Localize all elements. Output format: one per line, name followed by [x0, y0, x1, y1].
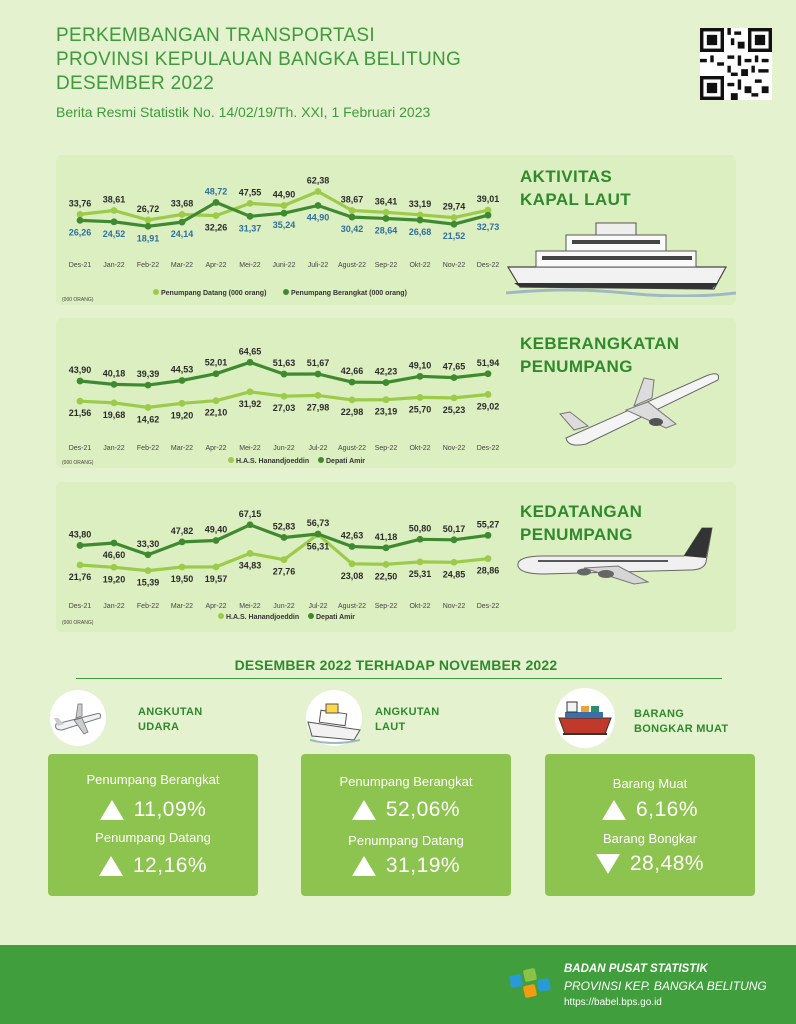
data-label: 48,72 [204, 186, 228, 197]
data-label: 35,24 [272, 220, 296, 231]
data-label: 22,98 [340, 406, 364, 417]
legend-label: H.A.S. Hanandjoeddin [236, 458, 310, 465]
legend-swatch [228, 457, 234, 463]
data-label: 27,98 [306, 402, 330, 413]
legend-swatch [283, 289, 289, 295]
x-tick-label: Jul-22 [308, 603, 328, 610]
data-label: 24,85 [442, 569, 466, 580]
cargo-ship-icon [555, 688, 615, 748]
data-label: 26,72 [136, 204, 160, 215]
data-point [349, 397, 356, 404]
panel-title-kedatangan: KEDATANGAN PENUMPANG [520, 502, 643, 544]
data-label: 25,23 [442, 404, 466, 415]
legend-label: H.A.S. Hanandjoeddin [226, 614, 300, 621]
footer-url[interactable]: https://babel.bps.go.id [564, 997, 662, 1008]
increase-arrow-icon [352, 856, 376, 876]
x-tick-label: Juni-22 [272, 262, 296, 269]
unit-label: (000 ORANG) [62, 620, 94, 626]
x-tick-label: Feb-22 [136, 445, 160, 452]
data-point [213, 537, 220, 544]
card-row-value-row [48, 798, 258, 822]
qr-code-icon[interactable] [700, 28, 772, 100]
card-row-value: 11,09% [133, 798, 207, 821]
data-label: 47,65 [442, 361, 466, 372]
data-point [179, 377, 186, 384]
x-tick-label: Nov-22 [442, 445, 466, 452]
x-tick-label: Juli-22 [307, 262, 329, 269]
decrease-arrow-icon [596, 854, 620, 874]
legend-label: Depati Amir [326, 458, 366, 465]
data-point [77, 398, 84, 405]
data-label: 29,74 [442, 201, 466, 212]
x-tick-label: Sep-22 [374, 262, 398, 269]
sea-transport-label: ANGKUTAN LAUT [375, 706, 440, 733]
data-point [77, 211, 84, 218]
card-row-value: 12,16% [132, 854, 208, 877]
data-point [485, 391, 492, 398]
x-tick-label: Des-22 [476, 445, 500, 452]
data-point [213, 397, 220, 404]
data-label: 49,10 [408, 360, 432, 371]
footer [0, 945, 796, 1024]
data-label: 42,66 [340, 366, 364, 377]
data-point [349, 214, 356, 221]
data-label: 21,52 [442, 231, 466, 242]
x-tick-label: Des-22 [476, 603, 500, 610]
card-row-value-row [545, 798, 755, 822]
data-label: 44,53 [170, 364, 194, 375]
air-transport-icon-circle [50, 690, 106, 746]
legend-swatch [318, 457, 324, 463]
data-label: 25,70 [408, 404, 432, 415]
footer-agency: BADAN PUSAT STATISTIK [564, 963, 708, 975]
departing-airplane-icon [556, 366, 731, 446]
data-label: 51,67 [306, 358, 330, 369]
data-point [247, 213, 254, 220]
card-row-value-row [48, 854, 258, 878]
data-label: 52,01 [204, 357, 228, 368]
data-point [383, 544, 390, 551]
data-label: 31,37 [238, 223, 262, 234]
data-point [77, 217, 84, 224]
data-label: 51,63 [272, 358, 296, 369]
data-label: 34,83 [238, 560, 262, 571]
ship-icon [306, 690, 362, 746]
data-label: 33,19 [408, 198, 432, 209]
card-row-label: Barang Bongkar [603, 831, 697, 846]
x-tick-label: Agust-22 [337, 445, 367, 452]
cargo-label: BARANG BONGKAR MUAT [634, 708, 729, 735]
data-point [383, 379, 390, 386]
data-label: 44,90 [306, 212, 330, 223]
data-label: 29,02 [476, 401, 500, 412]
card-row-value: 28,48% [629, 852, 705, 875]
data-label: 25,31 [408, 568, 432, 579]
data-label: 42,63 [340, 530, 364, 541]
sea-transport-icon-circle [306, 690, 362, 746]
chart-panel-keberangkatan [56, 318, 736, 468]
data-label: 47,82 [170, 525, 194, 536]
data-point [111, 540, 118, 547]
x-tick-label: Mar-22 [170, 603, 194, 610]
data-point [383, 215, 390, 222]
airplane-icon [50, 690, 106, 746]
unit-label: (000 ORANG) [62, 297, 94, 303]
data-label: 24,14 [170, 229, 194, 240]
data-point [281, 556, 288, 563]
data-point [111, 399, 118, 406]
data-label: 19,50 [170, 574, 194, 585]
data-point [111, 381, 118, 388]
data-label: 19,20 [170, 410, 194, 421]
data-point [247, 521, 254, 528]
data-point [349, 379, 356, 386]
legend-swatch [308, 613, 314, 619]
x-tick-label: Mei-22 [239, 262, 261, 269]
chart-kedatangan [56, 482, 506, 632]
data-label: 44,90 [272, 189, 296, 200]
data-point [315, 531, 322, 538]
data-label: 55,27 [476, 519, 500, 530]
data-label: 24,52 [102, 228, 126, 239]
card-row-value-row [301, 798, 511, 822]
data-point [247, 550, 254, 557]
data-label: 22,50 [374, 571, 398, 582]
x-tick-label: Okt-22 [409, 445, 431, 452]
data-label: 40,18 [102, 368, 126, 379]
data-point [111, 564, 118, 571]
data-label: 38,67 [340, 194, 364, 205]
data-label: 62,38 [306, 175, 330, 186]
card-row-value-row [301, 854, 511, 878]
data-label: 18,91 [136, 233, 160, 244]
data-label: 43,90 [68, 365, 92, 376]
card-row-label: Penumpang Datang [348, 833, 464, 848]
data-point [451, 559, 458, 566]
x-tick-label: Apr-22 [205, 445, 227, 452]
card-row-label: Penumpang Berangkat [86, 772, 220, 787]
data-label: 27,03 [272, 403, 296, 414]
ferry-ship-icon [506, 217, 736, 297]
data-point [247, 359, 254, 366]
data-point [451, 394, 458, 401]
legend-label: Penumpang Datang (000 orang) [161, 290, 267, 297]
chart-panel-kapal-laut [56, 155, 736, 305]
card-angkutan-udara [48, 754, 258, 896]
data-point [383, 209, 390, 216]
data-point [349, 560, 356, 567]
data-point [315, 371, 322, 378]
increase-arrow-icon [100, 800, 124, 820]
data-label: 19,20 [102, 574, 126, 585]
data-point [315, 188, 322, 195]
data-label: 33,68 [170, 198, 194, 209]
data-point [281, 534, 288, 541]
data-point [383, 561, 390, 568]
data-point [485, 212, 492, 219]
data-point [179, 538, 186, 545]
data-label: 38,61 [102, 194, 126, 205]
cargo-icon-circle [555, 688, 615, 748]
data-label: 31,92 [238, 398, 262, 409]
data-point [349, 207, 356, 214]
data-label: 52,83 [272, 521, 296, 532]
footer-province: PROVINSI KEP. BANGKA BELITUNG [564, 979, 767, 993]
data-point [247, 388, 254, 395]
bps-logo-icon [506, 961, 554, 1009]
data-label: 21,76 [68, 572, 92, 583]
data-label: 32,73 [476, 222, 500, 233]
card-barang-bongkar-muat [545, 754, 755, 896]
data-label: 19,68 [102, 409, 126, 420]
x-tick-label: Mei-22 [239, 603, 261, 610]
card-row-label: Penumpang Datang [95, 830, 211, 845]
card-row-value: 52,06% [385, 798, 461, 821]
data-point [179, 564, 186, 571]
panel-title-keberangkatan: KEBERANGKATAN PENUMPANG [520, 334, 680, 376]
data-label: 21,56 [68, 408, 92, 419]
card-row-value: 31,19% [385, 854, 461, 877]
data-label: 32,26 [204, 222, 228, 233]
data-label: 64,65 [238, 346, 262, 357]
x-tick-label: Des-21 [68, 262, 92, 269]
data-point [451, 221, 458, 228]
data-point [417, 558, 424, 565]
comparison-heading: DESEMBER 2022 TERHADAP NOVEMBER 2022 [234, 657, 558, 673]
data-label: 28,64 [374, 225, 398, 236]
data-label: 56,73 [306, 517, 330, 528]
data-point [417, 217, 424, 224]
data-label: 43,80 [68, 529, 92, 540]
data-point [111, 207, 118, 214]
data-point [213, 199, 220, 206]
x-tick-label: Mei-22 [239, 445, 261, 452]
data-label: 33,30 [136, 538, 160, 549]
data-point [281, 210, 288, 217]
data-label: 23,19 [374, 406, 398, 417]
x-tick-label: Mar-22 [170, 445, 194, 452]
unit-label: (000 ORANG) [62, 460, 94, 466]
data-point [281, 393, 288, 400]
x-tick-label: Okt-22 [409, 262, 431, 269]
data-label: 30,42 [340, 224, 364, 235]
x-tick-label: Des-21 [68, 445, 92, 452]
data-point [179, 211, 186, 218]
data-label: 67,15 [238, 508, 262, 519]
air-transport-label: ANGKUTAN UDARA [138, 706, 203, 733]
x-tick-label: Sep-22 [374, 445, 398, 452]
card-row-value-row [545, 852, 755, 876]
data-point [383, 396, 390, 403]
legend-label: Penumpang Berangkat (000 orang) [291, 290, 407, 297]
data-label: 41,18 [374, 531, 398, 542]
x-tick-label: Apr-22 [205, 603, 227, 610]
data-label: 47,55 [238, 187, 262, 198]
data-point [485, 370, 492, 377]
data-label: 50,17 [442, 523, 466, 534]
increase-arrow-icon [352, 800, 376, 820]
data-label: 39,39 [136, 369, 160, 380]
data-point [281, 202, 288, 209]
chart-panel-kedatangan [56, 482, 736, 632]
x-tick-label: Jan-22 [103, 445, 125, 452]
x-tick-label: Des-21 [68, 603, 92, 610]
data-label: 49,40 [204, 524, 228, 535]
x-tick-label: Jan-22 [103, 603, 125, 610]
data-label: 27,76 [272, 566, 296, 577]
data-point [349, 543, 356, 550]
increase-arrow-icon [99, 856, 123, 876]
data-point [213, 564, 220, 571]
data-label: 36,41 [374, 196, 398, 207]
x-tick-label: Nov-22 [442, 262, 466, 269]
data-label: 28,86 [476, 565, 500, 576]
data-point [213, 212, 220, 219]
x-tick-label: Jun-22 [273, 603, 295, 610]
data-point [281, 371, 288, 378]
data-point [485, 555, 492, 562]
data-point [417, 536, 424, 543]
data-label: 26,68 [408, 227, 432, 238]
x-tick-label: Feb-22 [136, 262, 160, 269]
chart-kapal-laut [56, 155, 506, 305]
data-point [417, 394, 424, 401]
page-subtitle: Berita Resmi Statistik No. 14/02/19/Th. XXI, 1 Februari 2023 [56, 104, 431, 120]
page-title: PERKEMBANGAN TRANSPORTASI PROVINSI KEPULAUAN BANGKA BELITUNG DESEMBER 2022 [56, 25, 462, 94]
data-point [145, 217, 152, 224]
data-point [111, 218, 118, 225]
x-tick-label: Agust-22 [337, 603, 367, 610]
legend-swatch [153, 289, 159, 295]
data-label: 33,76 [68, 198, 92, 209]
x-tick-label: Jul-22 [308, 445, 328, 452]
x-tick-label: Des-22 [476, 262, 500, 269]
data-point [485, 532, 492, 539]
data-point [145, 567, 152, 574]
data-label: 46,60 [102, 549, 126, 560]
data-label: 14,62 [136, 414, 160, 425]
heading-divider [76, 678, 722, 679]
card-angkutan-laut [301, 754, 511, 896]
data-label: 42,23 [374, 366, 398, 377]
data-point [417, 373, 424, 380]
card-row-label: Penumpang Berangkat [339, 774, 473, 789]
data-label: 51,94 [476, 357, 500, 368]
x-tick-label: Jan-22 [103, 262, 125, 269]
data-label: 39,01 [476, 194, 500, 205]
data-point [213, 370, 220, 377]
x-tick-label: Agust-22 [337, 262, 367, 269]
legend-swatch [218, 613, 224, 619]
chart-keberangkatan [56, 318, 506, 468]
data-point [247, 200, 254, 207]
x-tick-label: Sep-22 [374, 603, 398, 610]
data-label: 50,80 [408, 523, 432, 534]
data-label: 26,26 [68, 227, 92, 238]
data-point [77, 378, 84, 385]
x-tick-label: Nov-22 [442, 603, 466, 610]
legend-label: Depati Amir [316, 614, 356, 621]
data-point [451, 214, 458, 221]
data-point [145, 223, 152, 230]
x-tick-label: Jun-22 [273, 445, 295, 452]
x-tick-label: Mar-22 [170, 262, 194, 269]
data-point [77, 542, 84, 549]
data-point [451, 536, 458, 543]
card-row-value: 6,16% [635, 798, 699, 821]
x-tick-label: Apr-22 [205, 262, 227, 269]
arriving-airplane-icon [514, 522, 714, 592]
data-point [451, 374, 458, 381]
data-point [145, 404, 152, 411]
data-point [145, 382, 152, 389]
data-point [315, 392, 322, 399]
data-point [179, 400, 186, 407]
data-label: 56,31 [306, 541, 330, 552]
card-row-label: Barang Muat [612, 776, 688, 791]
data-point [179, 219, 186, 226]
data-point [315, 202, 322, 209]
x-tick-label: Feb-22 [136, 603, 160, 610]
increase-arrow-icon [602, 800, 626, 820]
data-point [77, 562, 84, 569]
data-label: 23,08 [340, 570, 364, 581]
panel-title-kapal-laut: AKTIVITAS KAPAL LAUT [520, 167, 632, 209]
data-label: 19,57 [204, 573, 228, 584]
data-point [145, 551, 152, 558]
data-label: 15,39 [136, 577, 160, 588]
x-tick-label: Okt-22 [409, 603, 431, 610]
data-label: 22,10 [204, 407, 228, 418]
